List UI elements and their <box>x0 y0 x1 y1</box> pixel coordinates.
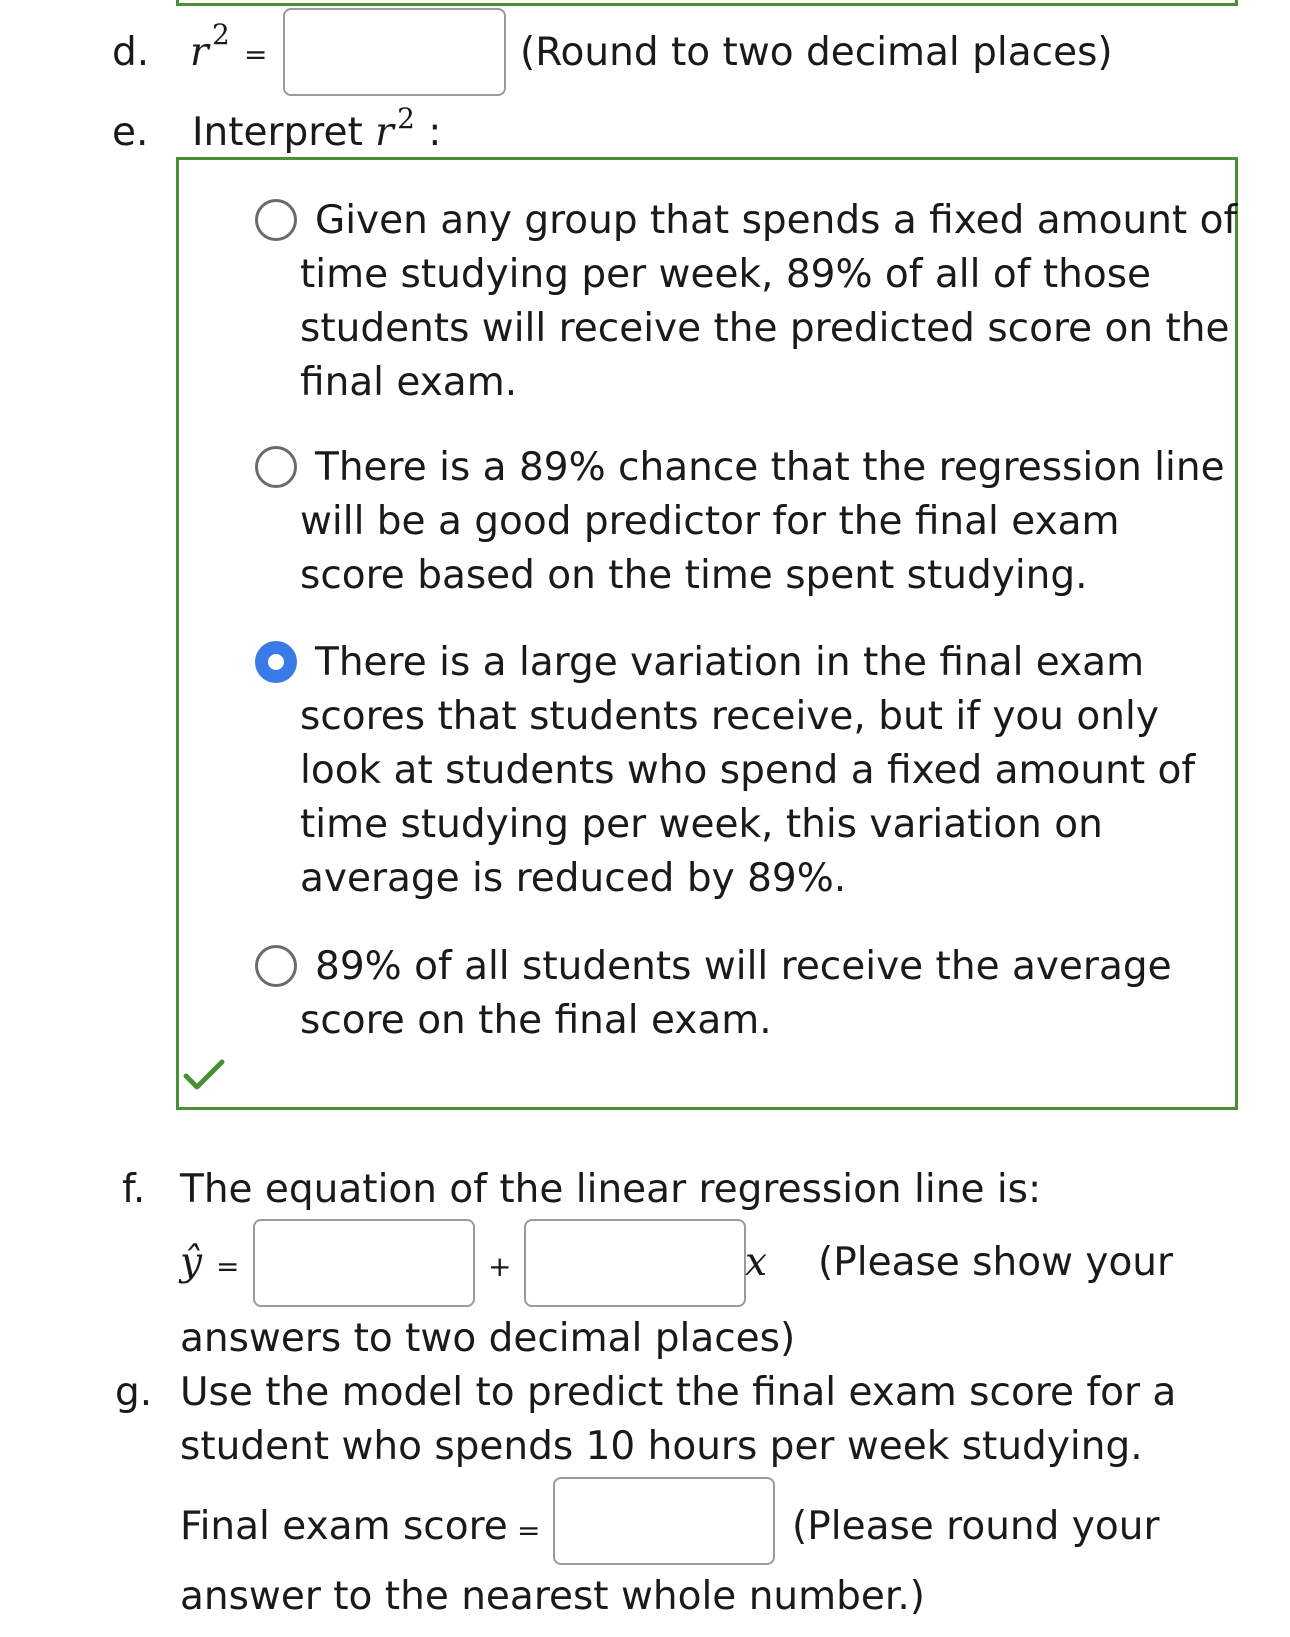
part-f-prompt: The equation of the linear regression line is: <box>180 1167 1042 1212</box>
part-g-label: g. <box>115 1370 153 1415</box>
part-f-hint-line1: (Please show your <box>818 1240 1174 1285</box>
part-g-hint-line1: (Please round your <box>792 1504 1160 1549</box>
option-line: time studying per week, 89% of all of those <box>300 252 1152 297</box>
intercept-input[interactable] <box>253 1219 475 1307</box>
option-line: look at students who spend a fixed amount of <box>300 748 1196 793</box>
option-line: 89% of all students will receive the average <box>315 944 1172 989</box>
x-variable: x <box>745 1240 767 1285</box>
option-3-text[interactable] <box>300 636 1220 906</box>
r-exponent: 2 <box>397 102 415 135</box>
part-f-hint-line2: answers to two decimal places) <box>180 1316 796 1361</box>
r-exponent: 2 <box>212 18 230 51</box>
part-f-equals: = <box>216 1250 240 1283</box>
option-4-text[interactable] <box>300 940 1220 1048</box>
r-squared-input[interactable] <box>283 8 506 96</box>
part-g-prompt-line1: Use the model to predict the final exam score for a <box>180 1370 1177 1415</box>
option-line: time studying per week, this variation on <box>300 802 1103 847</box>
option-line: There is a large variation in the final exam <box>315 640 1145 685</box>
part-d-equals: = <box>244 38 268 71</box>
interpret-text: Interpret <box>192 110 363 155</box>
r-squared-symbol <box>375 102 415 155</box>
option-1-radio[interactable] <box>255 199 297 241</box>
final-exam-score-label: Final exam score <box>180 1504 508 1549</box>
option-4-radio[interactable] <box>255 945 297 987</box>
option-2-radio[interactable] <box>255 446 297 488</box>
slope-input[interactable] <box>524 1219 746 1307</box>
part-g-equals: = <box>517 1514 541 1547</box>
option-line: average is reduced by 89%. <box>300 856 847 901</box>
part-g-hint-line2: answer to the nearest whole number.) <box>180 1574 925 1619</box>
option-line: Given any group that spends a fixed amount of <box>315 198 1238 243</box>
option-line: There is a 89% chance that the regression line <box>315 445 1225 490</box>
option-line: score based on the time spent studying. <box>300 553 1088 598</box>
option-line: will be a good predictor for the final exam <box>300 499 1120 544</box>
option-line: final exam. <box>300 360 518 405</box>
option-line: students will receive the predicted score on the <box>300 306 1230 351</box>
option-3-radio-selected[interactable] <box>255 641 297 683</box>
part-d-r-symbol <box>190 18 230 80</box>
part-e-label: e. <box>112 110 149 155</box>
r-variable: r <box>375 110 394 155</box>
prompt-colon: : <box>428 110 442 155</box>
final-exam-score-input[interactable] <box>553 1477 775 1565</box>
y-hat-symbol: ŷ <box>180 1240 203 1285</box>
previous-answer-box-edge <box>176 0 1238 6</box>
part-d-label: d. <box>112 30 150 75</box>
option-2-text[interactable] <box>300 441 1225 603</box>
part-f-label: f. <box>122 1167 146 1212</box>
part-g-prompt-line2: student who spends 10 hours per week studying. <box>180 1424 1143 1469</box>
correct-check-icon <box>183 1058 225 1092</box>
part-d-hint: (Round to two decimal places) <box>520 30 1113 75</box>
option-line: score on the final exam. <box>300 998 772 1043</box>
plus-sign: + <box>488 1250 512 1283</box>
option-1-text[interactable] <box>300 194 1238 410</box>
part-e-prompt <box>192 102 442 160</box>
option-line: scores that students receive, but if you only <box>300 694 1159 739</box>
r-variable: r <box>190 30 209 75</box>
